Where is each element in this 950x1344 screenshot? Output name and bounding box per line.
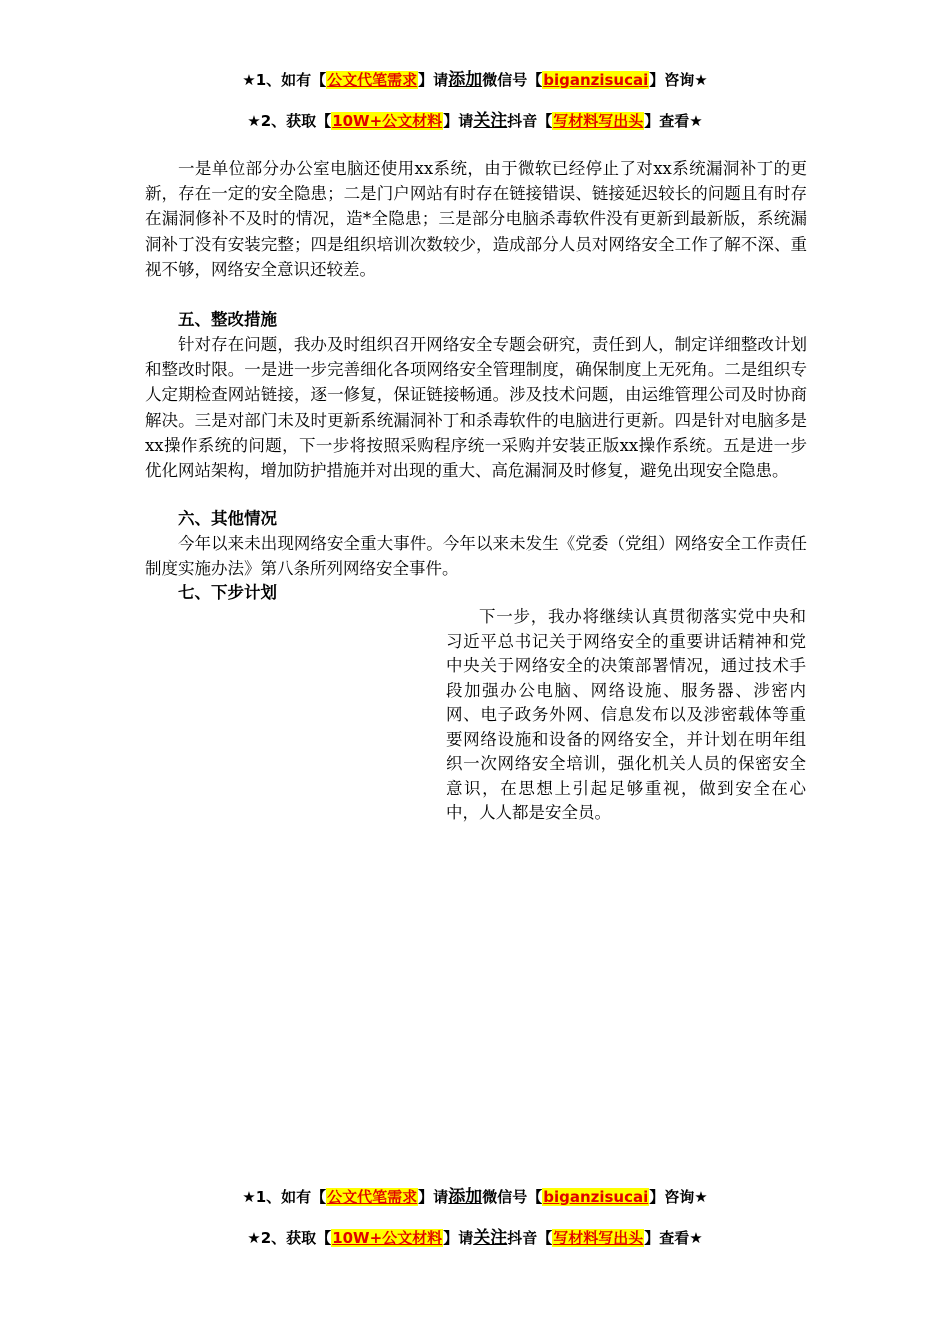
promo-text: 】请 (443, 112, 474, 130)
highlight-wechat-id: biganzisucai (543, 1188, 649, 1206)
paragraph-rectification-measures: 针对存在问题，我办及时组织召开网络安全专题会研究，责任到人，制定详细整改计划和整改时限。一是进一步完善细化各项网络安全管理制度，确保制度上无死角。二是组织专人定期检查网站链接，逐一修复，保证链接畅通。涉及技术问题，由运维管理公司及时协商解决。三是对部门未及时更新系统漏洞补丁和杀毒软件的电脑进行更新。四是针对电脑多是xx操作系统的问题，下一步将按照采购程序统一采购并安装正版xx操作系统。五是进一步优化网站架构，增加防护措施并对出现的重大、高危漏洞及时修复，避免出现安全隐患。 (145, 335, 807, 481)
paragraph-other-situations: 今年以来未出现网络安全重大事件。今年以来未发生《党委（党组）网络安全工作责任制度实施办法》第八条所列网络安全事件。 (145, 534, 807, 579)
star-icon: ★ (247, 112, 261, 130)
emphasis-follow: 关注 (473, 1228, 508, 1248)
promo-text: 】查看★ (644, 1229, 703, 1247)
promo-text: 】咨询★ (649, 71, 708, 89)
highlight-materials: 10W+公文材料 (332, 112, 443, 130)
highlight-douyin-account: 写材料写出头 (553, 112, 644, 130)
paragraph-problems: 一是单位部分办公室电脑还使用xx系统，由于微软已经停止了对xx系统漏洞补丁的更新，存在一定的安全隐患；二是门户网站有时存在链接错误、链接延迟较长的问题且有时存在漏洞修补不及时的情况，造*全隐患；三是部分电脑杀毒软件没有更新到最新版，系统漏洞补丁没有安装完整；四是组织培训次数较少，造成部分人员对网络安全工作了解不深、重视不够，网络安全意识还较差。 (145, 159, 807, 279)
star-icon: ★ (242, 71, 256, 89)
emphasis-follow: 关注 (473, 111, 508, 131)
promo-text: 】请 (443, 1229, 474, 1247)
promo-text: 抖音【 (507, 112, 553, 130)
promo-text: 1、如有【 (255, 71, 327, 89)
promo-text: 】查看★ (644, 112, 703, 130)
promo-text: 2、获取【 (260, 112, 332, 130)
highlight-materials: 10W+公文材料 (332, 1229, 443, 1247)
promo-text: 】请 (418, 1188, 449, 1206)
emphasis-add: 添加 (448, 1187, 483, 1207)
emphasis-add: 添加 (448, 70, 483, 90)
bottom-promo-line-2 (0, 1228, 950, 1248)
promo-text: 微信号【 (482, 1188, 543, 1206)
heading-rectification: 五、整改措施 (178, 310, 277, 329)
highlight-douyin-account: 写材料写出头 (553, 1229, 644, 1247)
highlight-writing-service: 公文代笔需求 (327, 71, 418, 89)
promo-text: 1、如有【 (255, 1188, 327, 1206)
promo-text: 微信号【 (482, 71, 543, 89)
highlight-wechat-id: biganzisucai (543, 71, 649, 89)
bottom-promo-line-1 (0, 1187, 950, 1207)
heading-other-situations: 六、其他情况 (178, 509, 277, 528)
heading-next-plan: 七、下步计划 (178, 583, 277, 602)
promo-text: 】咨询★ (649, 1188, 708, 1206)
promo-text: 2、获取【 (260, 1229, 332, 1247)
star-icon: ★ (242, 1188, 256, 1206)
promo-text: 】请 (418, 71, 449, 89)
highlight-writing-service: 公文代笔需求 (327, 1188, 418, 1206)
star-icon: ★ (247, 1229, 261, 1247)
top-promo-line-1 (0, 70, 950, 90)
promo-text: 抖音【 (507, 1229, 553, 1247)
paragraph-next-plan: 下一步，我办将继续认真贯彻落实党中央和习近平总书记关于网络安全的重要讲话精神和党中央关于网络安全的决策部署情况，通过技术手段加强办公电脑、网络设施、服务器、涉密内网、电子政务外网、信息发布以及涉密载体等重要网络设施和设备的网络安全，并计划在明年组织一次网络安全培训，强化机关人员的保密安全意识，在思想上引起足够重视，做到安全在心中，人人都是安全员。 (446, 607, 806, 822)
top-promo-line-2 (0, 111, 950, 131)
